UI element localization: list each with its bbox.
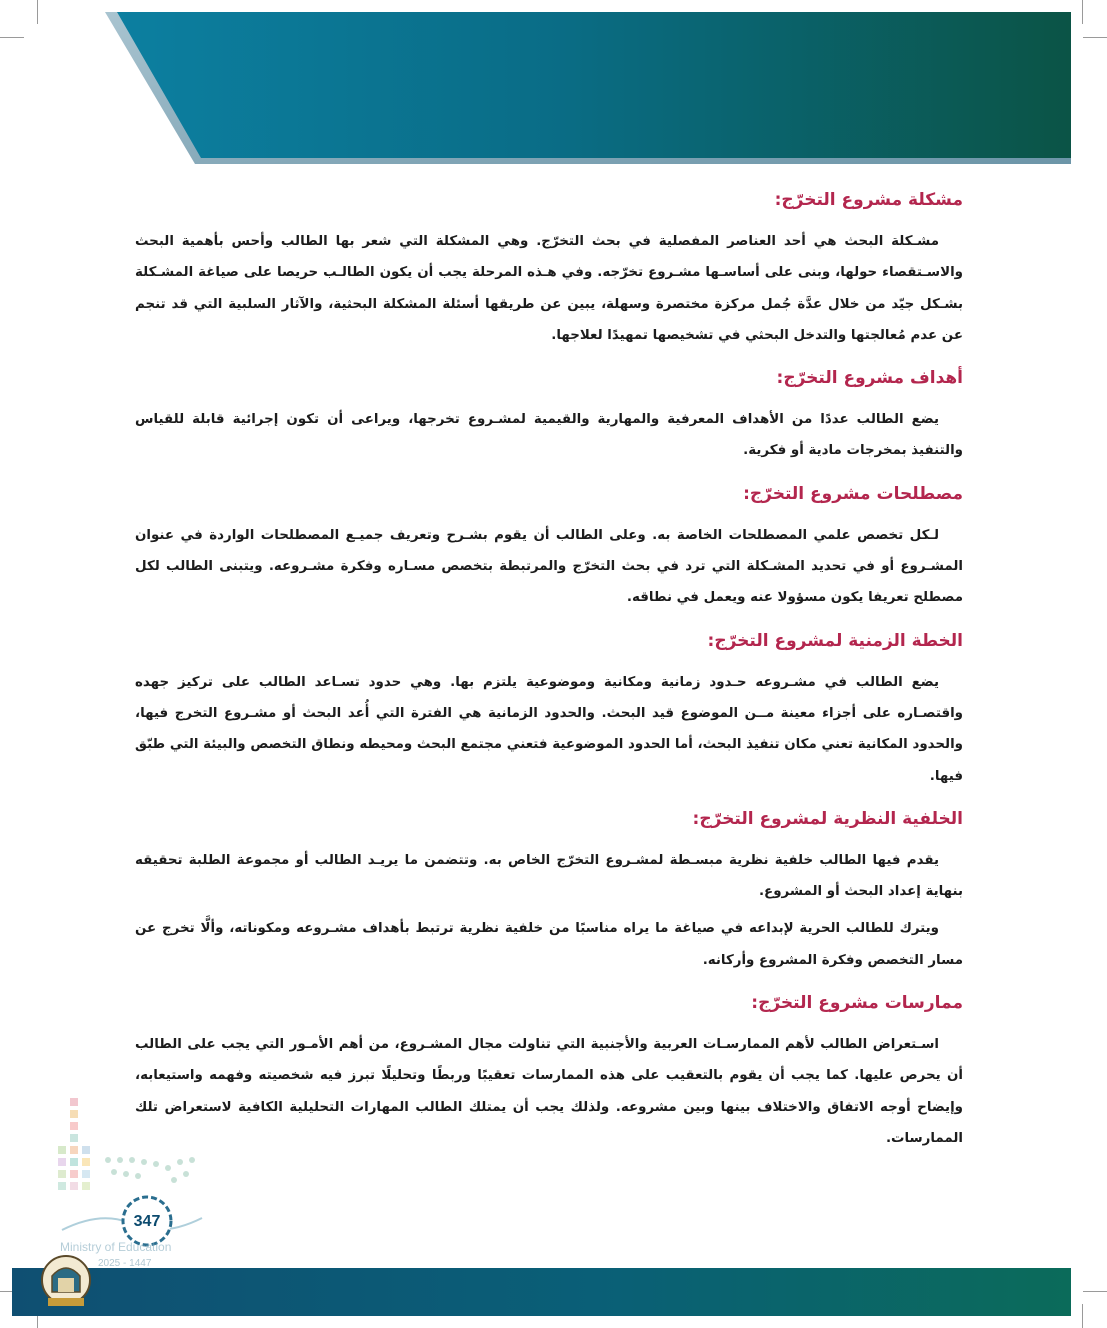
section-paragraph: يضع الطالب في مشـروعه حـدود زمانية ومكانية وموضوعية يلتزم بها. وهي حدود تسـاعد الطالب على تركيز جهده واقتصـاره على أجزاء معينة مــن الموضوع قيد البحث. والحدود الزمانية هي الفترة التي أُعد البحث أو مشـروع التخرج فيها، والحدود المكانية تعني مكان تنفيذ البحث، أما الحدود الموضوعية فتعني مجتمع البحث ومحيطه ونطاق التخصص والبيئة التي طبّق فيها.	[135, 674, 963, 784]
section-paragraph: لـكل تخصص علمي المصطلحات الخاصة به. وعلى الطالب أن يقوم بشـرح وتعريف جميـع المصطلحات الواردة في عنوان المشـروع أو في تحديد المشـكلة التي ترد في بحث التخرّج والمرتبطة بتخصص مسـاره وفكرة مشـروعه. ويتبنى الطالب لكل مصطلح تعريفا يكون مسؤولا عنه ويعمل في نطاقه.	[135, 527, 963, 606]
header-banner	[105, 12, 1071, 164]
main-content	[135, 186, 963, 1167]
section-title: أهداف مشروع التخرّج:	[776, 368, 963, 389]
section-title: ممارسات مشروع التخرّج:	[751, 993, 963, 1014]
section-paragraph: اسـتعراض الطالب لأهم الممارسـات العربية والأجنبية التي تناولت مجال المشـروع، من أهم الأمـور التي يجب على الطالب أن يحرص عليها. كما يجب أن يقوم بالتعقيب على هذه الممارسات تعقيبًا وربطًا وتحليلًا تبرز فيه شخصيته وفهمه واستيعابه، وإيضاح أوجه الاتفاق والاختلاف بينها وبين مشروعه. ولذلك يجب أن يمتلك الطالب المهارات التحليلية الكافية لاستعراض تلك الممارسات.	[135, 1037, 963, 1146]
section-graduation-problem	[135, 186, 963, 351]
crop-mark-bottom-right-v	[1082, 1304, 1083, 1328]
section-graduation-terms	[135, 480, 963, 614]
section-graduation-theory	[135, 805, 963, 976]
crop-mark-top-right-h	[1083, 37, 1107, 38]
section-title: مصطلحات مشروع التخرّج:	[743, 483, 963, 504]
section-title: مشكلة مشروع التخرّج:	[774, 190, 963, 210]
section-graduation-practices	[135, 989, 963, 1154]
crop-mark-top-left-h	[0, 37, 24, 38]
section-graduation-timeline	[135, 627, 963, 792]
page-number: 347	[133, 1213, 161, 1230]
ministry-logo-year: 2025 - 1447	[98, 1258, 152, 1269]
section-title: الخلفية النظرية لمشروع التخرّج:	[692, 808, 963, 829]
section-paragraph: ويترك للطالب الحرية لإبداعه في صياغة ما يراه مناسبًا من خلفية نظرية ترتبط بأهداف مشـروعه ومكوناته، وألَّا تخرج عن مسار التخصص وفكرة المشروع وأركانه.	[135, 921, 963, 968]
crop-mark-top-right-v	[1082, 0, 1083, 24]
emblem-icon	[38, 1252, 94, 1316]
section-paragraph: يضع الطالب عددًا من الأهداف المعرفية والمهارية والقيمية لمشـروع تخرجها، ويراعى أن تكون إجرائية قابلة للقياس والتنفيذ بمخرجات مادية أو فكرية.	[135, 412, 963, 459]
section-paragraph: مشـكلة البحث هي أحد العناصر المفصلية في بحث التخرّج. وهي المشكلة التي شعر بها الطالب وأحس بأهمية البحث والاسـتقصاء حولها، وبنى على أساسـها مشـروع تخرّجه. وفي هـذه المرحلة يجب أن يكون الطالـب حريصا على صياغة المشـكلة بشـكل جيّد من خلال عدَّة جُمل مركزة مختصرة وسهلة، يبين عن طريقها أسئلة المشكلة البحثية، والآثار السلبية التي قد تنجم عن عدم مُعالجتها والتدخل البحثي في تشخيصها تمهيدًا لعلاجها.	[135, 234, 963, 343]
ministry-logo-english: Ministry of Education	[60, 1240, 172, 1254]
crop-mark-top-left-v	[37, 0, 38, 24]
section-title: الخطة الزمنية لمشروع التخرّج:	[707, 630, 963, 651]
crop-mark-bottom-right-h	[1083, 1291, 1107, 1292]
section-graduation-objectives	[135, 364, 963, 467]
section-paragraph: يقدم فيها الطالب خلفية نظرية مبسـطة لمشـروع التخرّج الخاص به. وتتضمن ما يريـد الطالب أو مجموعة الطلبة تحقيقه بنهاية إعداد البحث أو المشروع.	[135, 852, 963, 900]
